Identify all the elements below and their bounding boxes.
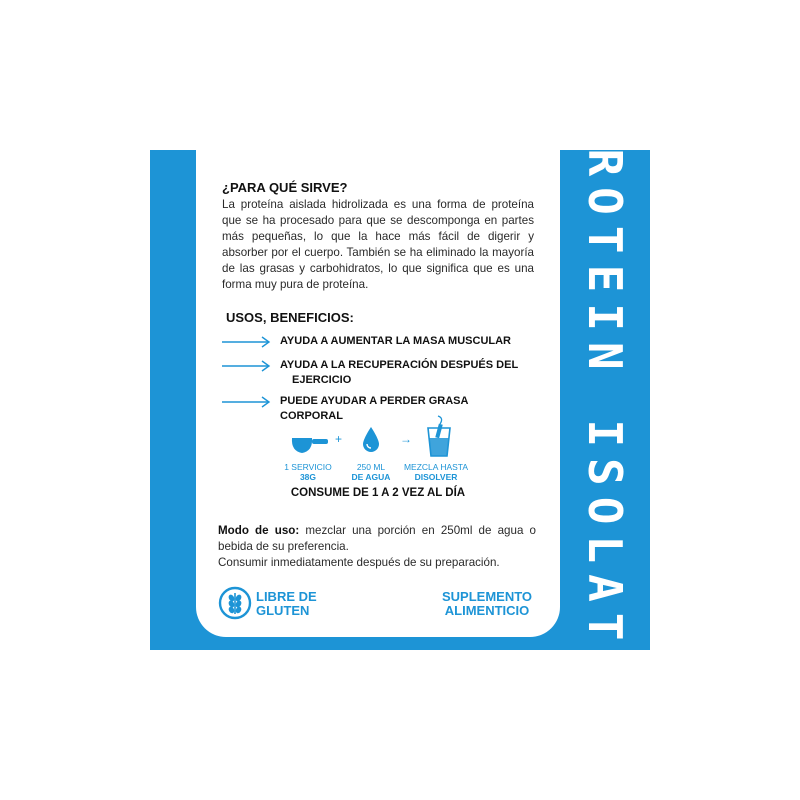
benefit-text: PUEDE AYUDAR A PERDER GRASA CORPORAL — [280, 395, 469, 422]
step-serving-bottom: 38G — [299, 472, 317, 482]
section-heading-purpose: ¿PARA QUÉ SIRVE? — [222, 180, 348, 195]
supplement-line1: SUPLEMENTO — [442, 589, 533, 604]
scoop-icon — [286, 427, 330, 457]
gluten-line1: LIBRE DE — [256, 589, 317, 604]
usage-text-line2: Consumir inmediatamente después de su preparación. — [218, 555, 500, 569]
benefit-text: AYUDA A LA RECUPERACIÓN DESPUÉS DEL — [280, 359, 519, 371]
supplement-badge — [442, 590, 532, 618]
arrow-right-icon — [222, 336, 272, 348]
usage-text: mezclar una porción en 250ml de agua o bebida de su preferencia. — [218, 524, 536, 553]
usage-label: Modo de uso: — [218, 524, 300, 537]
benefit-text-cont: EJERCICIO — [292, 374, 352, 386]
step-water-bottom: DE AGUA — [351, 472, 391, 482]
info-card — [196, 150, 560, 637]
supplement-line2: ALIMENTICIO — [444, 603, 530, 618]
arrow-right-icon — [222, 396, 272, 408]
section-heading-benefits: USOS, BENEFICIOS: — [226, 310, 354, 325]
dosage-text: CONSUME DE 1 A 2 VEZ AL DÍA — [290, 487, 466, 499]
arrow-sign: → — [400, 432, 412, 446]
shaker-glass-icon — [424, 414, 454, 458]
step-water-top: 250 ML — [356, 462, 386, 472]
plus-sign: + — [335, 432, 343, 446]
gluten-free-badge — [256, 590, 317, 618]
purpose-description: La proteína aislada hidrolizada es una forma de proteína que se ha procesado para que se descomponga en partes más pequeñas, lo que la hace más fácil de digerir y absorber por el cuerpo. También se ha eliminado la mayoría de las grasas y carbohidratos, lo que significa que es una forma muy pura de proteína. — [222, 198, 534, 291]
arrow-right-icon — [222, 360, 272, 372]
step-mix-top: MEZCLA HASTA — [403, 462, 469, 472]
step-serving-top: 1 SERVICIO — [284, 462, 332, 472]
benefit-text: AYUDA A AUMENTAR LA MASA MUSCULAR — [280, 335, 511, 347]
gluten-line2: GLUTEN — [256, 603, 310, 618]
water-drop-icon — [360, 425, 382, 455]
step-mix-bottom: DISOLVER — [414, 472, 458, 482]
product-title-vertical: PROTEIN ISOLATE — [578, 109, 632, 691]
usage-instructions — [218, 523, 536, 571]
step-mix — [396, 462, 476, 482]
gluten-free-icon — [218, 586, 252, 620]
